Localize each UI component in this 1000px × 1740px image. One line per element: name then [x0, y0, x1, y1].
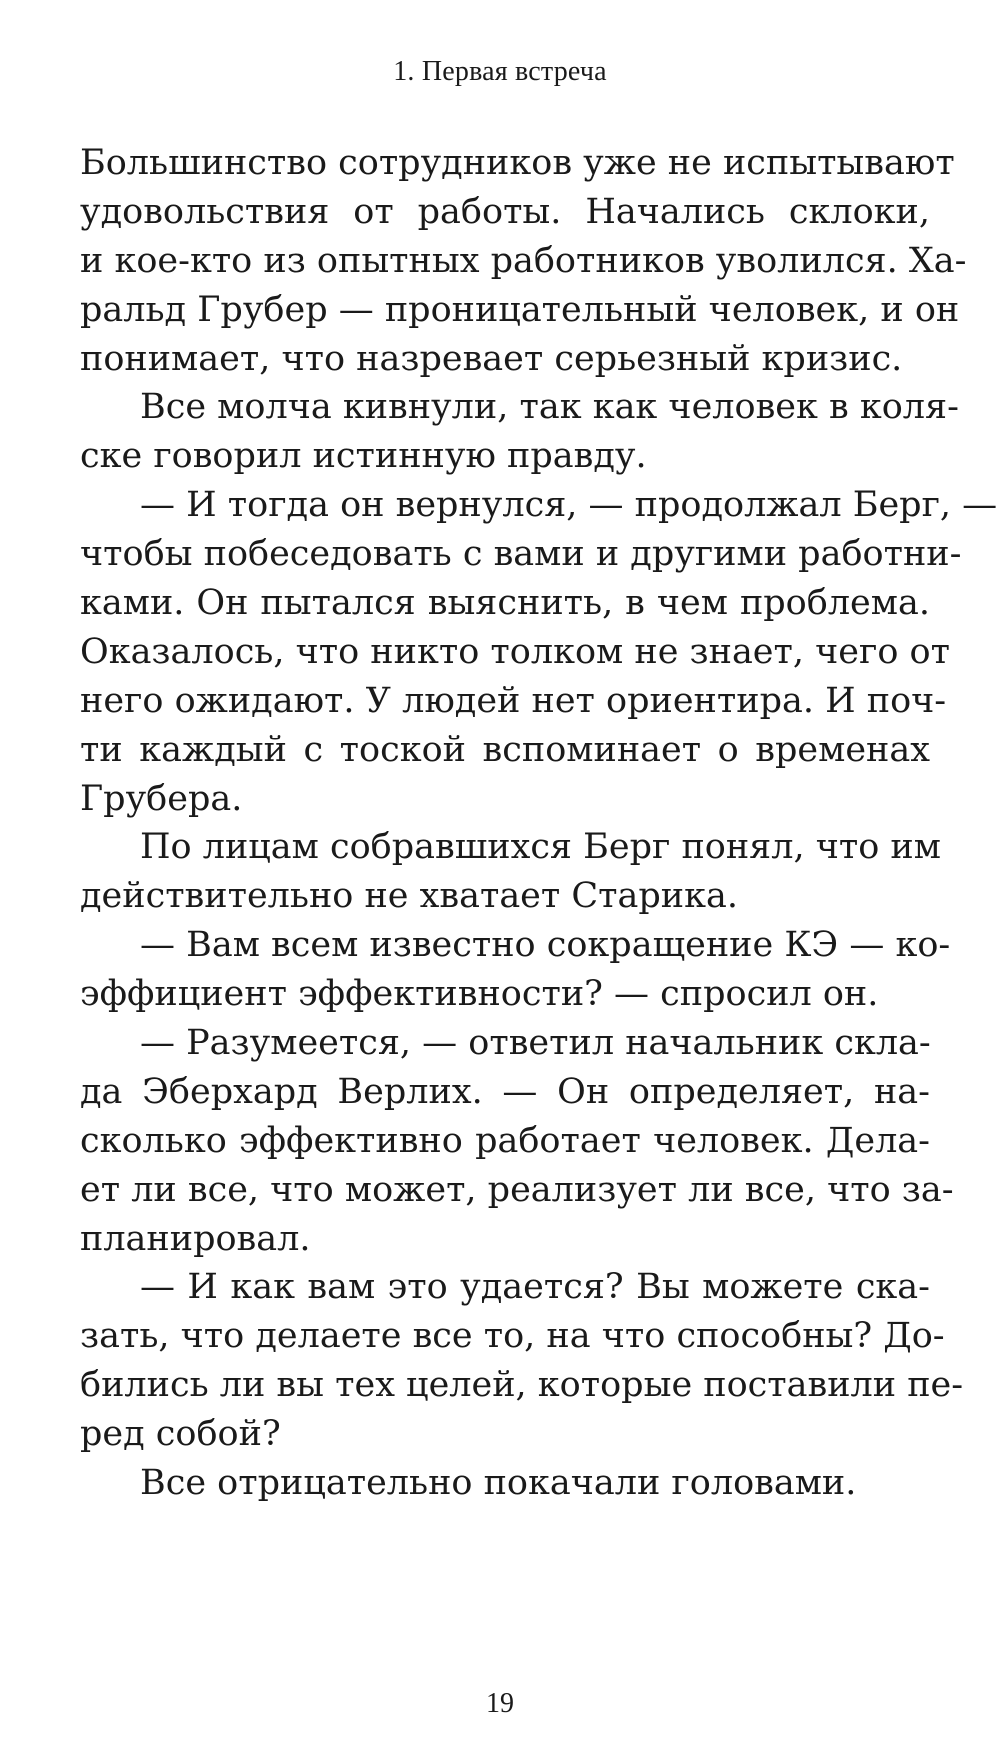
text-line: — Вам всем известно сокращение КЭ — ко-: [140, 925, 951, 966]
text-line: Все отрицательно покачали головами.: [140, 1463, 857, 1504]
text-line: По лицам собравшихся Берг понял, что им: [140, 827, 941, 868]
text-line: бились ли вы тех целей, которые поставили пе-: [80, 1365, 964, 1406]
text-line: зать, что делаете все то, на что способны? До-: [80, 1316, 945, 1357]
text-line: действительно не хватает Старика.: [80, 876, 738, 917]
text-line: Все молча кивнули, так как человек в коля-: [140, 387, 959, 428]
text-line: ет ли все, что может, реализует ли все, что за-: [80, 1169, 954, 1210]
paragraph: [80, 1019, 954, 1263]
text-line: понимает, что назревает серьезный кризис.: [80, 338, 903, 379]
text-line: ред собой?: [80, 1414, 281, 1455]
text-line: — Разумеется, — ответил начальник скла-: [140, 1023, 931, 1064]
text-line: Большинство сотрудников уже не испытывают: [80, 143, 955, 183]
text-line: да Эберхард Верлих. — Он определяет, на-: [80, 1071, 930, 1112]
text-line: него ожидают. У людей нет ориентира. И поч-: [80, 680, 947, 721]
text-line: сколько эффективно работает человек. Дела-: [80, 1120, 930, 1161]
paragraph: [80, 383, 959, 481]
text-line: ти каждый с тоской вспоминает о временах: [80, 729, 930, 770]
paragraph: [80, 481, 998, 823]
text-line: чтобы побеседовать с вами и другими работни-: [80, 534, 962, 575]
text-line: Оказалось, что никто толком не знает, чего от: [80, 631, 950, 672]
paragraph: [80, 823, 941, 921]
page-number: 19: [486, 1688, 514, 1719]
text-line: ске говорил истинную правду.: [80, 436, 647, 477]
text-line: — И как вам это удается? Вы можете ска-: [140, 1267, 930, 1308]
text-line: Грубера.: [80, 778, 243, 819]
text-line: эффициент эффективности? — спросил он.: [80, 974, 879, 1015]
text-line: удовольствия от работы. Начались склоки,: [80, 191, 930, 232]
text-line: ками. Он пытался выяснить, в чем проблема.: [80, 583, 930, 624]
paragraph: [80, 139, 967, 383]
text-line: ральд Грубер — проницательный человек, и он: [80, 289, 960, 330]
body-text: [80, 139, 998, 1508]
text-line: и кое-кто из опытных работников уволился. Ха-: [80, 240, 967, 281]
paragraph: [80, 1459, 930, 1508]
text-line: планировал.: [80, 1218, 311, 1259]
text-line: — И тогда он вернулся, — продолжал Берг, —: [140, 485, 998, 526]
paragraph: [80, 1263, 964, 1459]
running-head: 1. Первая встреча: [393, 56, 607, 87]
paragraph: [80, 921, 951, 1019]
